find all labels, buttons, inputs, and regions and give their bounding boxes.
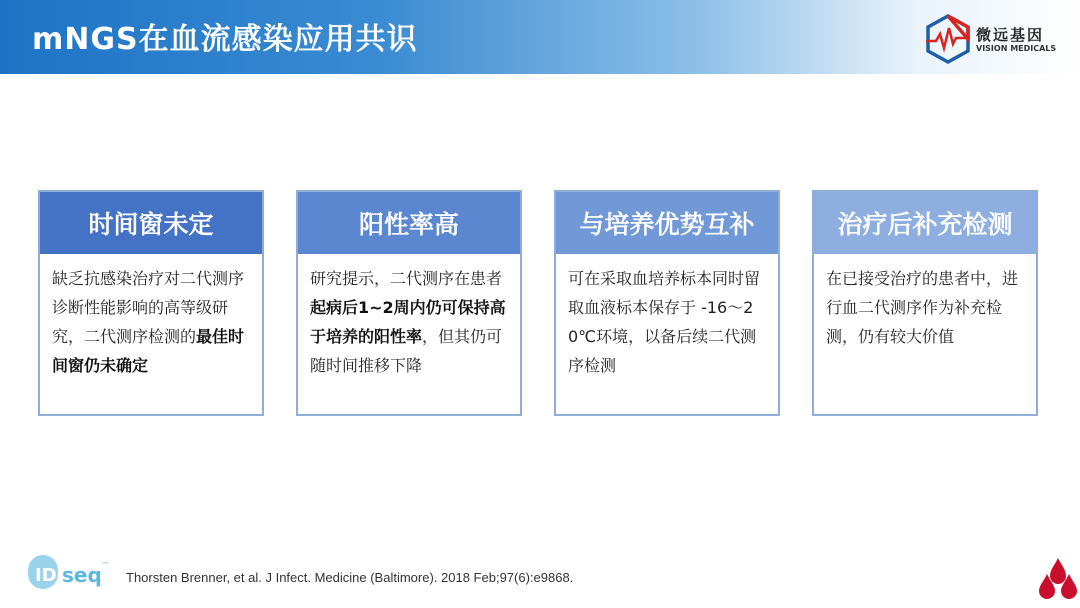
card-title: 治疗后补充检测 [814,192,1036,254]
card-body [556,254,778,380]
logo-chinese-name: 微远基因 [976,26,1045,44]
svg-text:ID: ID [35,565,57,586]
card-title: 时间窗未定 [40,192,262,254]
idseq-logo-icon [26,551,116,593]
svg-text:seq: seq [62,563,102,587]
card-body-text: 缺乏抗感染治疗对二代测序诊断性能影响的高等级研究，二代测序检测的 [52,269,245,346]
logo-english-name: VISION MEDICALS [976,44,1057,53]
citation-text: Thorsten Brenner, et al. J Infect. Medicine (Baltimore). 2018 Feb;97(6):e9868. [126,570,574,585]
company-logo [924,14,1064,66]
card-body-emphasis: 最佳时间窗仍未确定 [52,327,245,375]
card-body-emphasis: 起病后1~2周内仍可保持高于培养的阳性率 [310,298,506,346]
info-card [812,190,1038,416]
card-body [814,254,1036,351]
card-title: 与培养优势互补 [556,192,778,254]
blood-drops-icon [1036,556,1080,600]
card-body [298,254,520,380]
card-body-text: 在已接受治疗的患者中，进行血二代测序作为补充检测，仍有较大价值 [826,269,1019,346]
card-body-text: 可在采取血培养标本同时留取血液标本保存于 -16～20℃环境，以备后续二代测序检测 [568,269,761,375]
svg-text:™: ™ [102,561,109,569]
card-body-text: ，但其仍可随时间推移下降 [310,327,503,375]
idseq-logo [26,551,116,593]
card-body-text: 研究提示，二代测序在患者 [310,269,503,288]
hexagon-pulse-logo-icon [924,14,972,64]
page-title: mNGS在血流感染应用共识 [32,22,418,57]
title-banner [0,0,1080,74]
card-title: 阳性率高 [298,192,520,254]
info-card [554,190,780,416]
info-card [296,190,522,416]
card-body [40,254,262,380]
info-card [38,190,264,416]
